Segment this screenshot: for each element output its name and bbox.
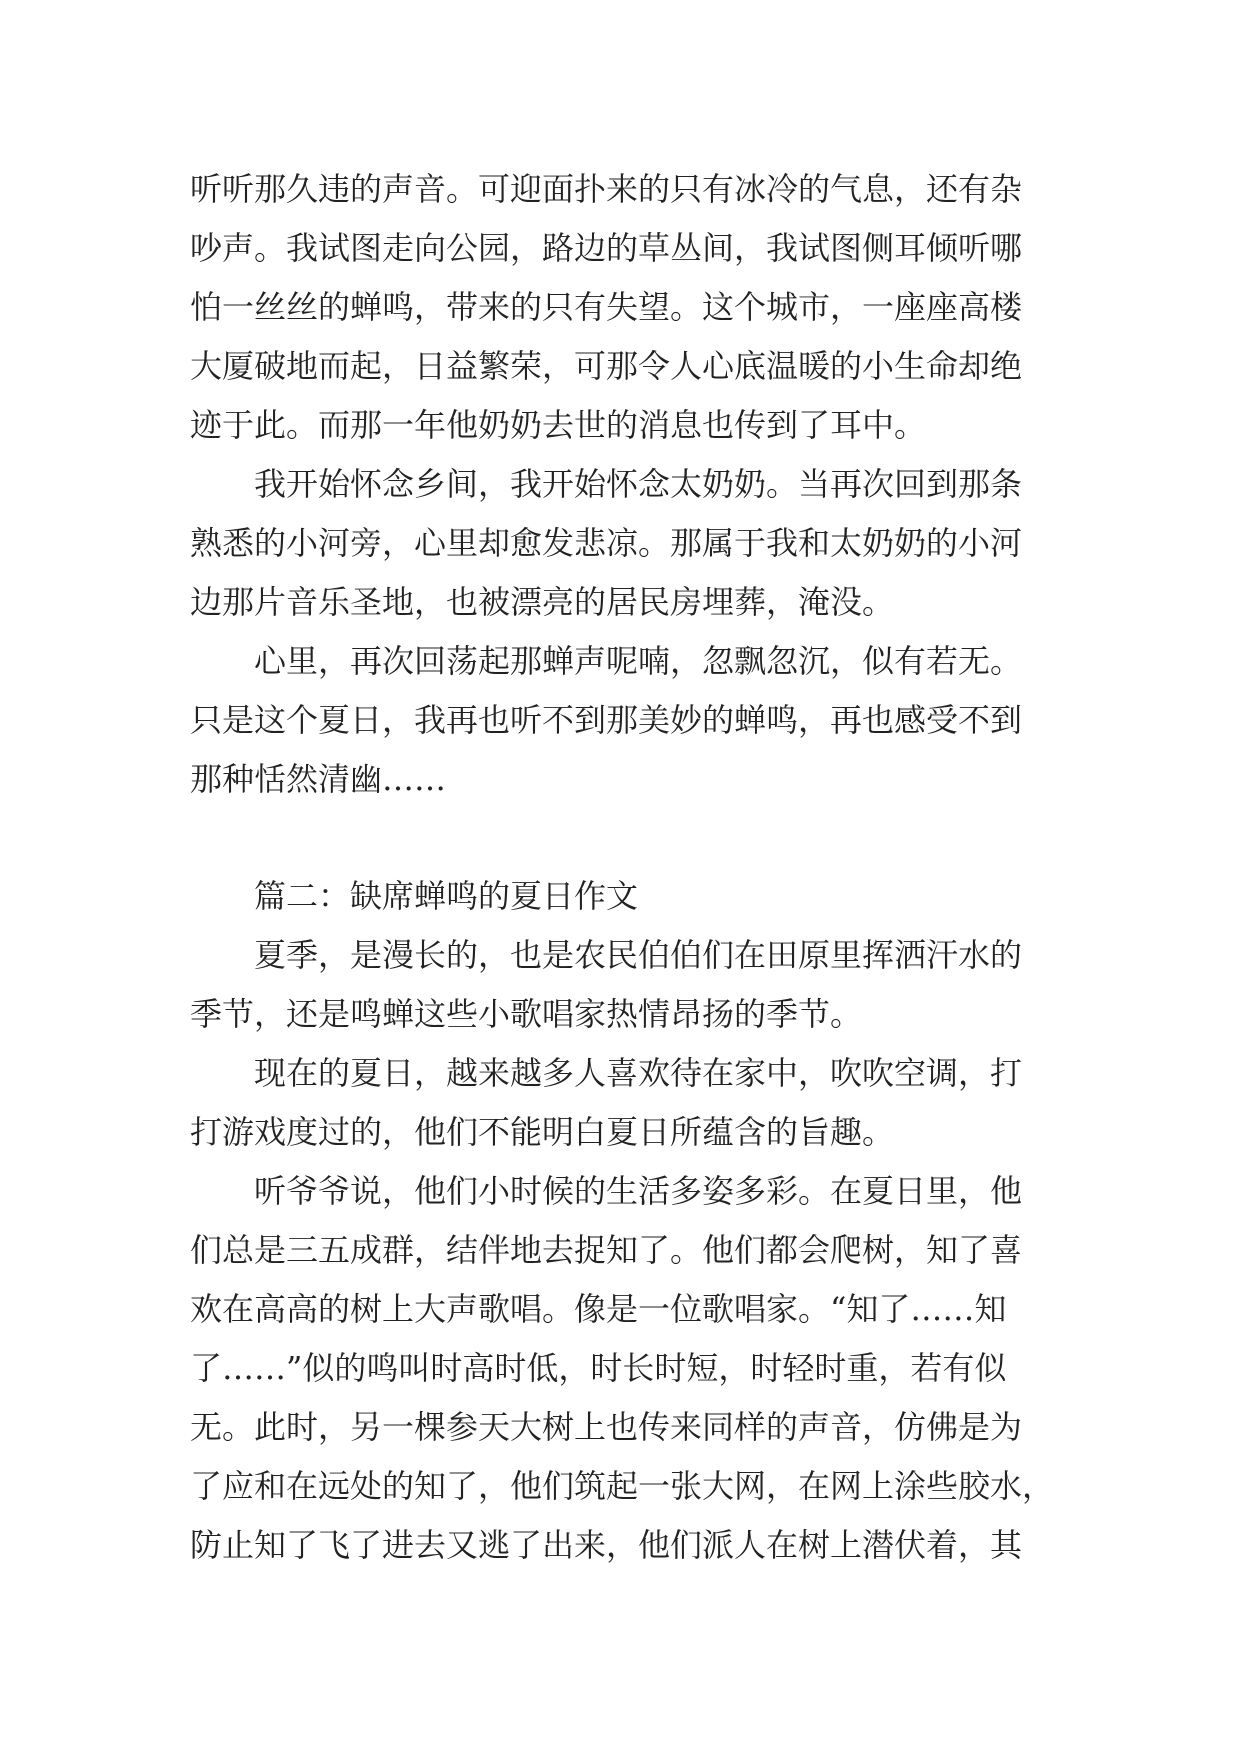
paragraph — [190, 160, 1070, 455]
text-line: 听爷爷说，他们小时候的生活多姿多彩。在夏日里，他 — [254, 1172, 1023, 1210]
text-line: 大厦破地而起，日益繁荣，可那令人心底温暖的小生命却绝 — [190, 347, 1023, 385]
paragraph — [190, 1162, 1070, 1575]
text-line: 听听那久违的声音。可迎面扑来的只有冰冷的气息，还有杂 — [190, 170, 1023, 208]
text-line: 现在的夏日，越来越多人喜欢待在家中，吹吹空调，打 — [254, 1054, 1023, 1092]
text-line: 吵声。我试图走向公园，路边的草丛间，我试图侧耳倾听哪 — [190, 229, 1023, 267]
text-line: 打游戏度过的，他们不能明白夏日所蕴含的旨趣。 — [190, 1113, 895, 1151]
text-line: 我开始怀念乡间，我开始怀念太奶奶。当再次回到那条 — [254, 465, 1023, 503]
text-line: 怕一丝丝的蝉鸣，带来的只有失望。这个城市，一座座高楼 — [190, 288, 1023, 326]
text-line: 那种恬然清幽…… — [190, 760, 447, 798]
text-line: 夏季，是漫长的，也是农民伯伯们在田原里挥洒汗水的 — [254, 936, 1023, 974]
text-line: 无。此时，另一棵参天大树上也传来同样的声音，仿佛是为 — [190, 1408, 1023, 1446]
paragraph — [190, 1044, 1070, 1162]
section-gap — [190, 809, 1070, 867]
text-line: 防止知了飞了进去又逃了出来，他们派人在树上潜伏着，其 — [190, 1526, 1023, 1564]
text-line: 迹于此。而那一年他奶奶去世的消息也传到了耳中。 — [190, 406, 927, 444]
paragraph — [190, 926, 1070, 1044]
section-heading — [190, 867, 1070, 926]
text-line: 熟悉的小河旁，心里却愈发悲凉。那属于我和太奶奶的小河 — [190, 524, 1023, 562]
heading-text: 篇二：缺席蝉鸣的夏日作文 — [254, 877, 639, 915]
text-line: 了……”似的鸣叫时高时低，时长时短，时轻时重，若有似 — [190, 1349, 1007, 1387]
paragraph — [190, 455, 1070, 632]
text-line: 季节，还是鸣蝉这些小歌唱家热情昂扬的季节。 — [190, 995, 863, 1033]
text-line: 心里，再次回荡起那蝉声呢喃，忽飘忽沉，似有若无。 — [254, 642, 1023, 680]
paragraph — [190, 632, 1070, 809]
document-page — [190, 160, 1070, 1575]
text-line: 们总是三五成群，结伴地去捉知了。他们都会爬树，知了喜 — [190, 1231, 1023, 1269]
text-line: 只是这个夏日，我再也听不到那美妙的蝉鸣，再也感受不到 — [190, 701, 1023, 739]
text-line: 了应和在远处的知了，他们筑起一张大网，在网上涂些胶水， — [190, 1467, 1055, 1505]
text-line: 边那片音乐圣地，也被漂亮的居民房埋葬，淹没。 — [190, 583, 895, 621]
text-line: 欢在高高的树上大声歌唱。像是一位歌唱家。“知了……知 — [190, 1290, 1007, 1328]
